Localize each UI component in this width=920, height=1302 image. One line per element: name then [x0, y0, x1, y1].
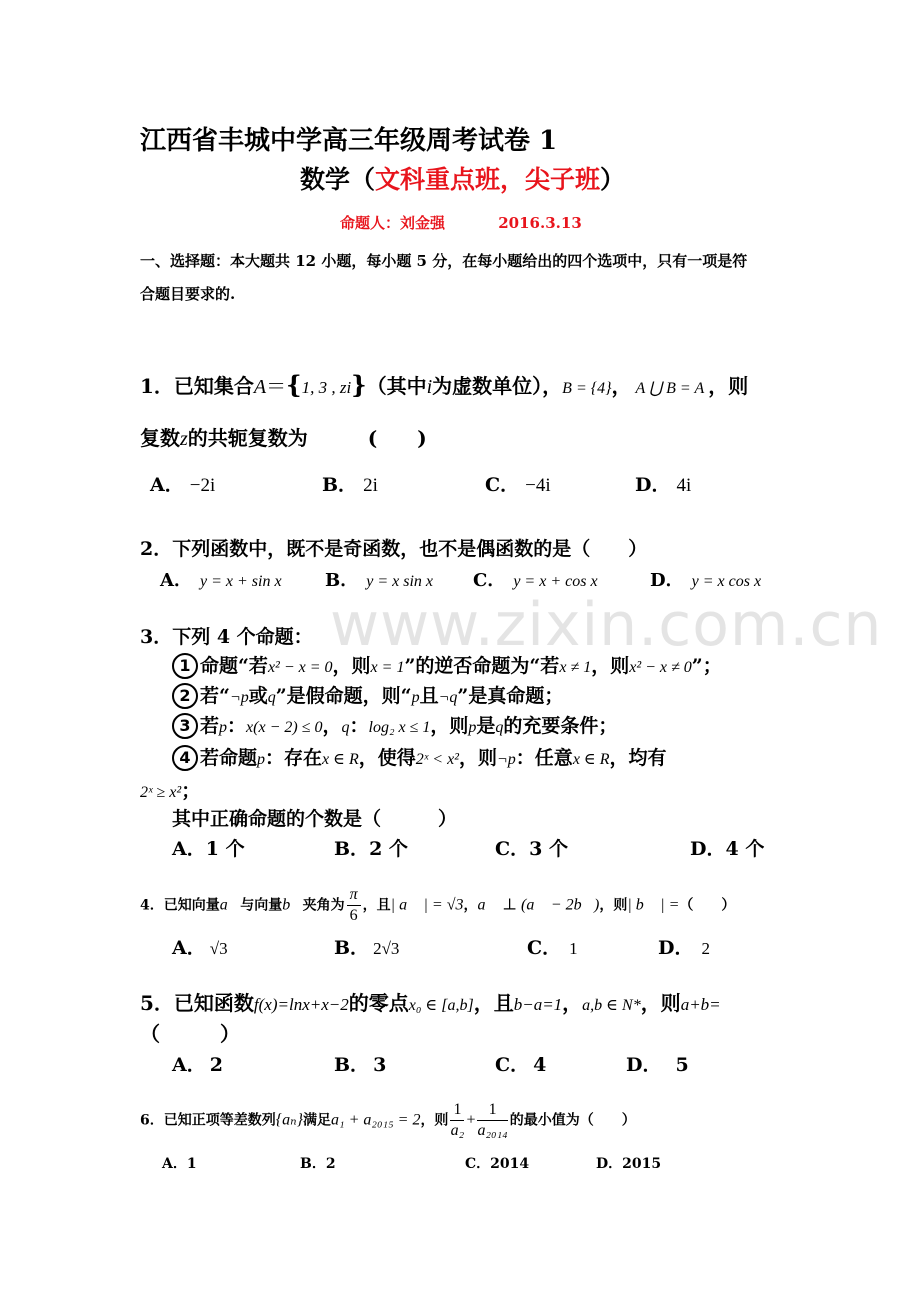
q3-statement-2 [172, 681, 563, 709]
option-label: D． [650, 570, 684, 591]
option-label: A． [162, 1156, 187, 1172]
q3-math: 2ˣ ≥ x² [140, 784, 182, 801]
q3-math: x² − x = 0 [267, 659, 333, 676]
q6-fraction-2 [477, 1100, 507, 1141]
option-value: −4i [525, 475, 551, 496]
q6-math: a₁ + a₂₀₁₅ = 2 [331, 1111, 421, 1129]
option-value: 2 [701, 939, 710, 958]
q4-text: ， [463, 897, 478, 914]
q3-statement-4 [172, 743, 667, 771]
q3-text: ：存在 [265, 747, 323, 769]
q1-text: （其中 [366, 374, 427, 398]
option-value: 2 [325, 1156, 336, 1172]
question-number: 4． [140, 897, 164, 914]
q3-math: p [411, 689, 420, 706]
q4-text: 已知向量 [163, 897, 220, 914]
question-number: 5． [140, 991, 174, 1015]
q4-math: a⃗ ⊥ (a⃗ − 2b⃗) [477, 896, 600, 914]
option-label: A． [172, 937, 206, 959]
q5-math: f(x)=lnx+x−2 [253, 995, 349, 1014]
option-value: 4 [533, 1054, 547, 1076]
question-5-line2: （ ） [140, 1022, 240, 1046]
question-5-line1 [140, 987, 721, 1016]
option-value: 3 个 [529, 838, 568, 860]
option-label: B． [334, 1054, 370, 1076]
q3-text: ： [349, 715, 369, 737]
option-label: A． [160, 570, 192, 591]
option-value: 2015 [622, 1156, 662, 1172]
q3-math: ¬p [229, 689, 249, 706]
subject-prefix: 数学（ [300, 165, 376, 194]
option-value: 2√3 [373, 939, 400, 958]
q1-text: 已知集合 [173, 374, 254, 398]
option-b [300, 1153, 336, 1173]
q1-math: B = {4} [562, 380, 612, 397]
q3-math: q [341, 719, 350, 736]
q3-text: 的充要条件； [503, 715, 618, 737]
q4-math: | b⃗ | = [627, 896, 680, 914]
q6-fraction-1 [450, 1100, 464, 1141]
option-value: 4i [676, 475, 692, 496]
q3-text: ”的逆否命题为“若 [404, 655, 560, 677]
q1-text: ， [611, 374, 632, 398]
q1-math: 1, 3 , zi [301, 378, 352, 397]
q3-statement-3 [172, 711, 617, 739]
option-label: B． [322, 474, 358, 496]
option-value: −2i [189, 475, 216, 496]
q3-math: p [219, 719, 228, 736]
option-label: C． [465, 1156, 491, 1172]
option-a [172, 1050, 223, 1077]
option-b [325, 566, 433, 592]
option-label: D． [690, 838, 726, 860]
question-number: 6． [140, 1112, 164, 1129]
q3-text: ：任意 [515, 747, 573, 769]
q1-math: A [253, 376, 267, 398]
option-d [626, 1050, 689, 1077]
q3-math: x ∈ R [572, 751, 610, 768]
question-4-text [140, 885, 735, 926]
q4-math: a⃗ [219, 896, 241, 914]
q1-math: ＝ [266, 376, 287, 398]
option-value: 4 个 [725, 838, 765, 860]
option-value: y = x + sin x [199, 573, 282, 590]
q3-text: 或 [248, 685, 268, 707]
option-b [334, 834, 408, 861]
q6-text: ，则 [420, 1112, 449, 1129]
q3-text: ，则 [458, 747, 497, 769]
q3-math: ¬p [497, 751, 516, 768]
q3-text: 是 [476, 715, 496, 737]
option-label: A． [150, 474, 184, 496]
circle-number: 1 [172, 653, 198, 679]
question-2-text: 2．下列函数中，既不是奇函数，也不是偶函数的是（ ） [140, 538, 648, 560]
q3-text: ，则 [591, 655, 630, 677]
q3-text: 命题“若 [200, 655, 268, 677]
q6-math: {aₙ} [275, 1111, 304, 1129]
q5-text: ，则 [640, 991, 681, 1015]
q3-statement-1 [172, 651, 722, 679]
q5-math: x₀ ∈ [a,b] [408, 997, 474, 1014]
question-6-text [140, 1100, 636, 1141]
q3-text: ”是假命题，则“ [275, 685, 412, 707]
option-value: y = x + cos x [513, 573, 598, 590]
circle-number: 4 [172, 745, 198, 771]
q3-math: x = 1 [370, 659, 405, 676]
option-value: 5 [675, 1054, 689, 1076]
circle-number: 2 [172, 683, 198, 709]
q6-text: 满足 [303, 1112, 332, 1129]
q6-text: 已知正项等差数列 [163, 1112, 276, 1129]
question-1-line2 [140, 422, 427, 451]
q3-math: q [495, 719, 504, 736]
q3-math: x ∈ R [322, 751, 359, 768]
subject-class: 文科重点班，尖子班 [375, 165, 601, 194]
q3-math: ¬q [438, 689, 458, 706]
author: 命题人：刘金强 [340, 214, 446, 232]
option-label: D． [596, 1156, 623, 1172]
q3-text: ，则 [332, 655, 371, 677]
fraction-numerator: π [347, 885, 361, 906]
fraction-numerator: 1 [477, 1100, 507, 1121]
q1-text: 为虚数单位）， [432, 374, 563, 398]
q3-math: 2ˣ < x² [415, 751, 459, 768]
option-label: C． [485, 474, 520, 496]
author-line [340, 212, 582, 233]
option-value: 1 [186, 1156, 197, 1172]
option-value: y = x cos x [691, 573, 762, 590]
option-label: C． [527, 937, 562, 959]
exam-title: 江西省丰城中学高三年级周考试卷 1 [140, 126, 558, 156]
option-label: C． [495, 838, 530, 860]
q3-text: ”； [691, 655, 722, 677]
option-d [658, 933, 710, 960]
option-c [465, 1153, 529, 1173]
q3-text: ，则 [430, 715, 469, 737]
option-label: B． [300, 1156, 326, 1172]
option-b [322, 470, 378, 497]
option-value: 1 [569, 939, 578, 958]
fraction-denominator: a₂₀₁₄ [477, 1122, 508, 1139]
option-label: A． [172, 838, 206, 860]
question-3-text: 3．下列 4 个命题： [140, 626, 313, 648]
option-c [485, 470, 551, 497]
q3-math: p [468, 719, 477, 736]
q5-text: 的零点 [348, 991, 409, 1015]
q4-text: ，且 [362, 897, 391, 914]
option-value: √3 [209, 939, 228, 958]
q3-math: q [267, 689, 276, 706]
question-number: 1． [140, 374, 174, 398]
q3-text: 且 [419, 685, 439, 707]
option-value: 2014 [490, 1156, 530, 1172]
option-d [650, 566, 761, 592]
q1-math: A ⋃ B = A [635, 380, 705, 397]
q5-math: a+b= [680, 995, 721, 1014]
q5-text: ， [562, 991, 583, 1015]
q6-text: 的最小值为（ ） [509, 1112, 636, 1129]
fraction-denominator: 6 [349, 907, 358, 924]
option-label: B． [334, 937, 370, 959]
fraction-denominator: a₂ [450, 1122, 465, 1139]
q3-math: x² − x ≠ 0 [629, 659, 692, 676]
q3-text: ，使得 [358, 747, 416, 769]
answer-paren: ( ) [367, 426, 427, 450]
q3-text: ”是真命题； [457, 685, 564, 707]
q3-text: ， [322, 715, 342, 737]
option-label: D． [658, 937, 694, 959]
q4-text: ，则 [599, 897, 628, 914]
exam-date: 2016.3.13 [498, 214, 582, 232]
q3-math: x(x − 2) ≤ 0 [246, 719, 323, 736]
section-instruction-line2: 合题目要求的. [140, 285, 236, 303]
option-a [162, 1153, 197, 1173]
q5-math: b−a=1 [513, 995, 563, 1014]
option-c [495, 1050, 546, 1077]
question-1-line1 [140, 370, 748, 399]
q3-text: 若 [200, 715, 220, 737]
q3-math: x ≠ 1 [559, 659, 592, 676]
subject-suffix: ） [600, 165, 626, 194]
q4-text: 夹角为 [302, 897, 345, 914]
option-a [172, 834, 245, 861]
option-label: A． [172, 1054, 206, 1076]
option-c [473, 566, 598, 592]
q1-text: 的共轭复数为 [187, 426, 308, 450]
q3-math: log₂ x ≤ 1 [368, 719, 431, 736]
circle-number: 3 [172, 713, 198, 739]
option-label: B． [325, 570, 359, 591]
q1-math: z [180, 428, 188, 450]
q3-text: 若“ [200, 685, 230, 707]
option-c [527, 933, 578, 960]
option-value: 2i [363, 475, 378, 496]
watermark: www.zixin.com.cn [330, 590, 883, 660]
option-label: D． [635, 474, 671, 496]
option-value: 2 个 [369, 838, 408, 860]
option-d [635, 470, 691, 497]
q4-text: （ ） [679, 897, 736, 914]
section-instruction-line1: 一、选择题：本大题共 12 小题，每小题 5 分，在每小题给出的四个选项中，只有一项是符 [140, 252, 748, 270]
question-3-ask: 其中正确命题的个数是（ ） [172, 808, 458, 830]
subject-line [300, 160, 625, 196]
option-b [334, 1050, 386, 1077]
q5-math: a,b ∈ N* [582, 997, 641, 1014]
q4-math: | a⃗ | = √3 [390, 896, 464, 914]
option-d [596, 1153, 661, 1173]
q4-text: 与向量 [240, 897, 283, 914]
option-label: C． [473, 570, 506, 591]
option-c [495, 834, 568, 861]
option-value: 1 个 [205, 838, 245, 860]
option-value: 2 [209, 1054, 223, 1076]
fraction-numerator: 1 [450, 1100, 464, 1121]
option-a [172, 933, 228, 960]
option-label: B． [334, 838, 370, 860]
q4-fraction [347, 885, 361, 926]
option-value: y = x sin x [366, 573, 433, 590]
q3-math: p [257, 751, 266, 768]
q5-text: 已知函数 [173, 991, 254, 1015]
q1-brace: } [351, 370, 367, 399]
q4-math: b⃗ [282, 896, 303, 914]
option-value: 3 [373, 1054, 387, 1076]
option-d [690, 834, 764, 861]
q1-text: 复数 [140, 426, 180, 450]
q1-math: i [426, 376, 433, 398]
option-b [334, 933, 399, 960]
option-label: C． [495, 1054, 530, 1076]
q3-text: 若命题 [200, 747, 258, 769]
q3-text: ，均有 [609, 747, 667, 769]
q5-text: ，且 [473, 991, 514, 1015]
q6-math: + [466, 1111, 476, 1129]
q1-text: ，则 [708, 374, 749, 398]
q1-brace: { [286, 370, 302, 399]
q3-text: ； [181, 780, 201, 802]
q3-statement-4-cont [140, 776, 200, 803]
q3-text: ： [227, 715, 247, 737]
option-a [160, 566, 282, 592]
option-a [150, 470, 215, 497]
option-label: D． [626, 1054, 662, 1076]
